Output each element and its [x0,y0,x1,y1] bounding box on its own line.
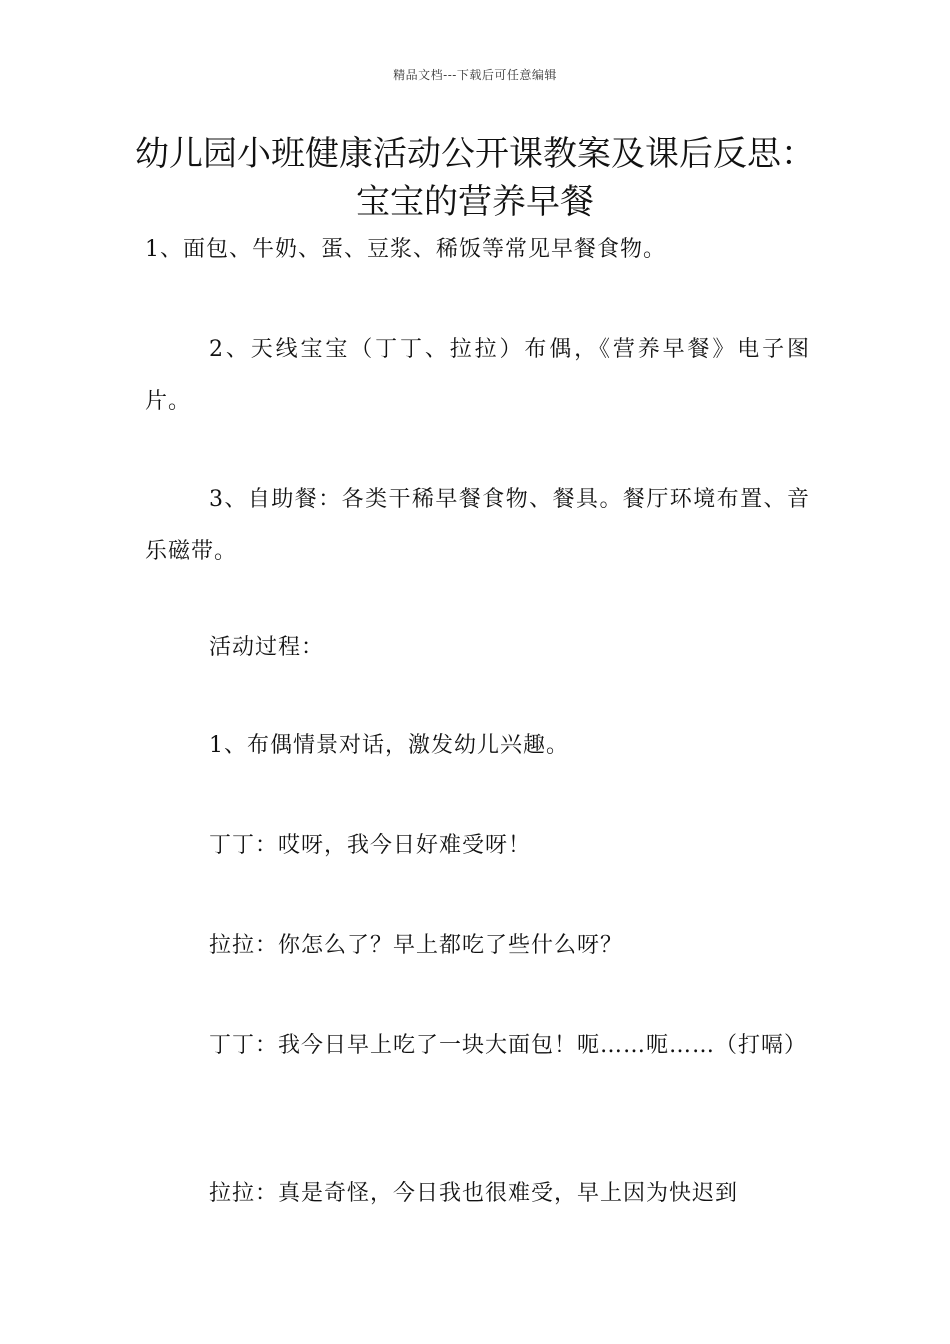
paragraph-step-1: 1、布偶情景对话，激发幼儿兴趣。 [209,733,569,758]
paragraph-materials-2: 2、天线宝宝（丁丁、拉拉）布偶，《营养早餐》电子图片。 [145,337,810,414]
header-note: 精品文档---下载后可任意编辑 [393,68,557,82]
paragraph-dialogue-4: 拉拉：真是奇怪，今日我也很难受，早上因为快迟到 [209,1181,739,1206]
paragraph-dialogue-1: 丁丁：哎呀，我今日好难受呀！ [209,833,532,858]
paragraph-dialogue-3: 丁丁：我今日早上吃了一块大面包！呃……呃……（打嗝） [209,1033,808,1058]
paragraph-dialogue-2: 拉拉：你怎么了？早上都吃了些什么呀？ [209,933,624,958]
paragraph-materials-3: 3、自助餐：各类干稀早餐食物、餐具。餐厅环境布置、音乐磁带。 [145,487,810,564]
document-title: 幼儿园小班健康活动公开课教案及课后反思：宝宝的营养早餐 [135,134,815,222]
section-heading-process: 活动过程： [209,635,325,660]
paragraph-materials-1: 1、面包、牛奶、蛋、豆浆、稀饭等常见早餐食物。 [145,237,666,262]
